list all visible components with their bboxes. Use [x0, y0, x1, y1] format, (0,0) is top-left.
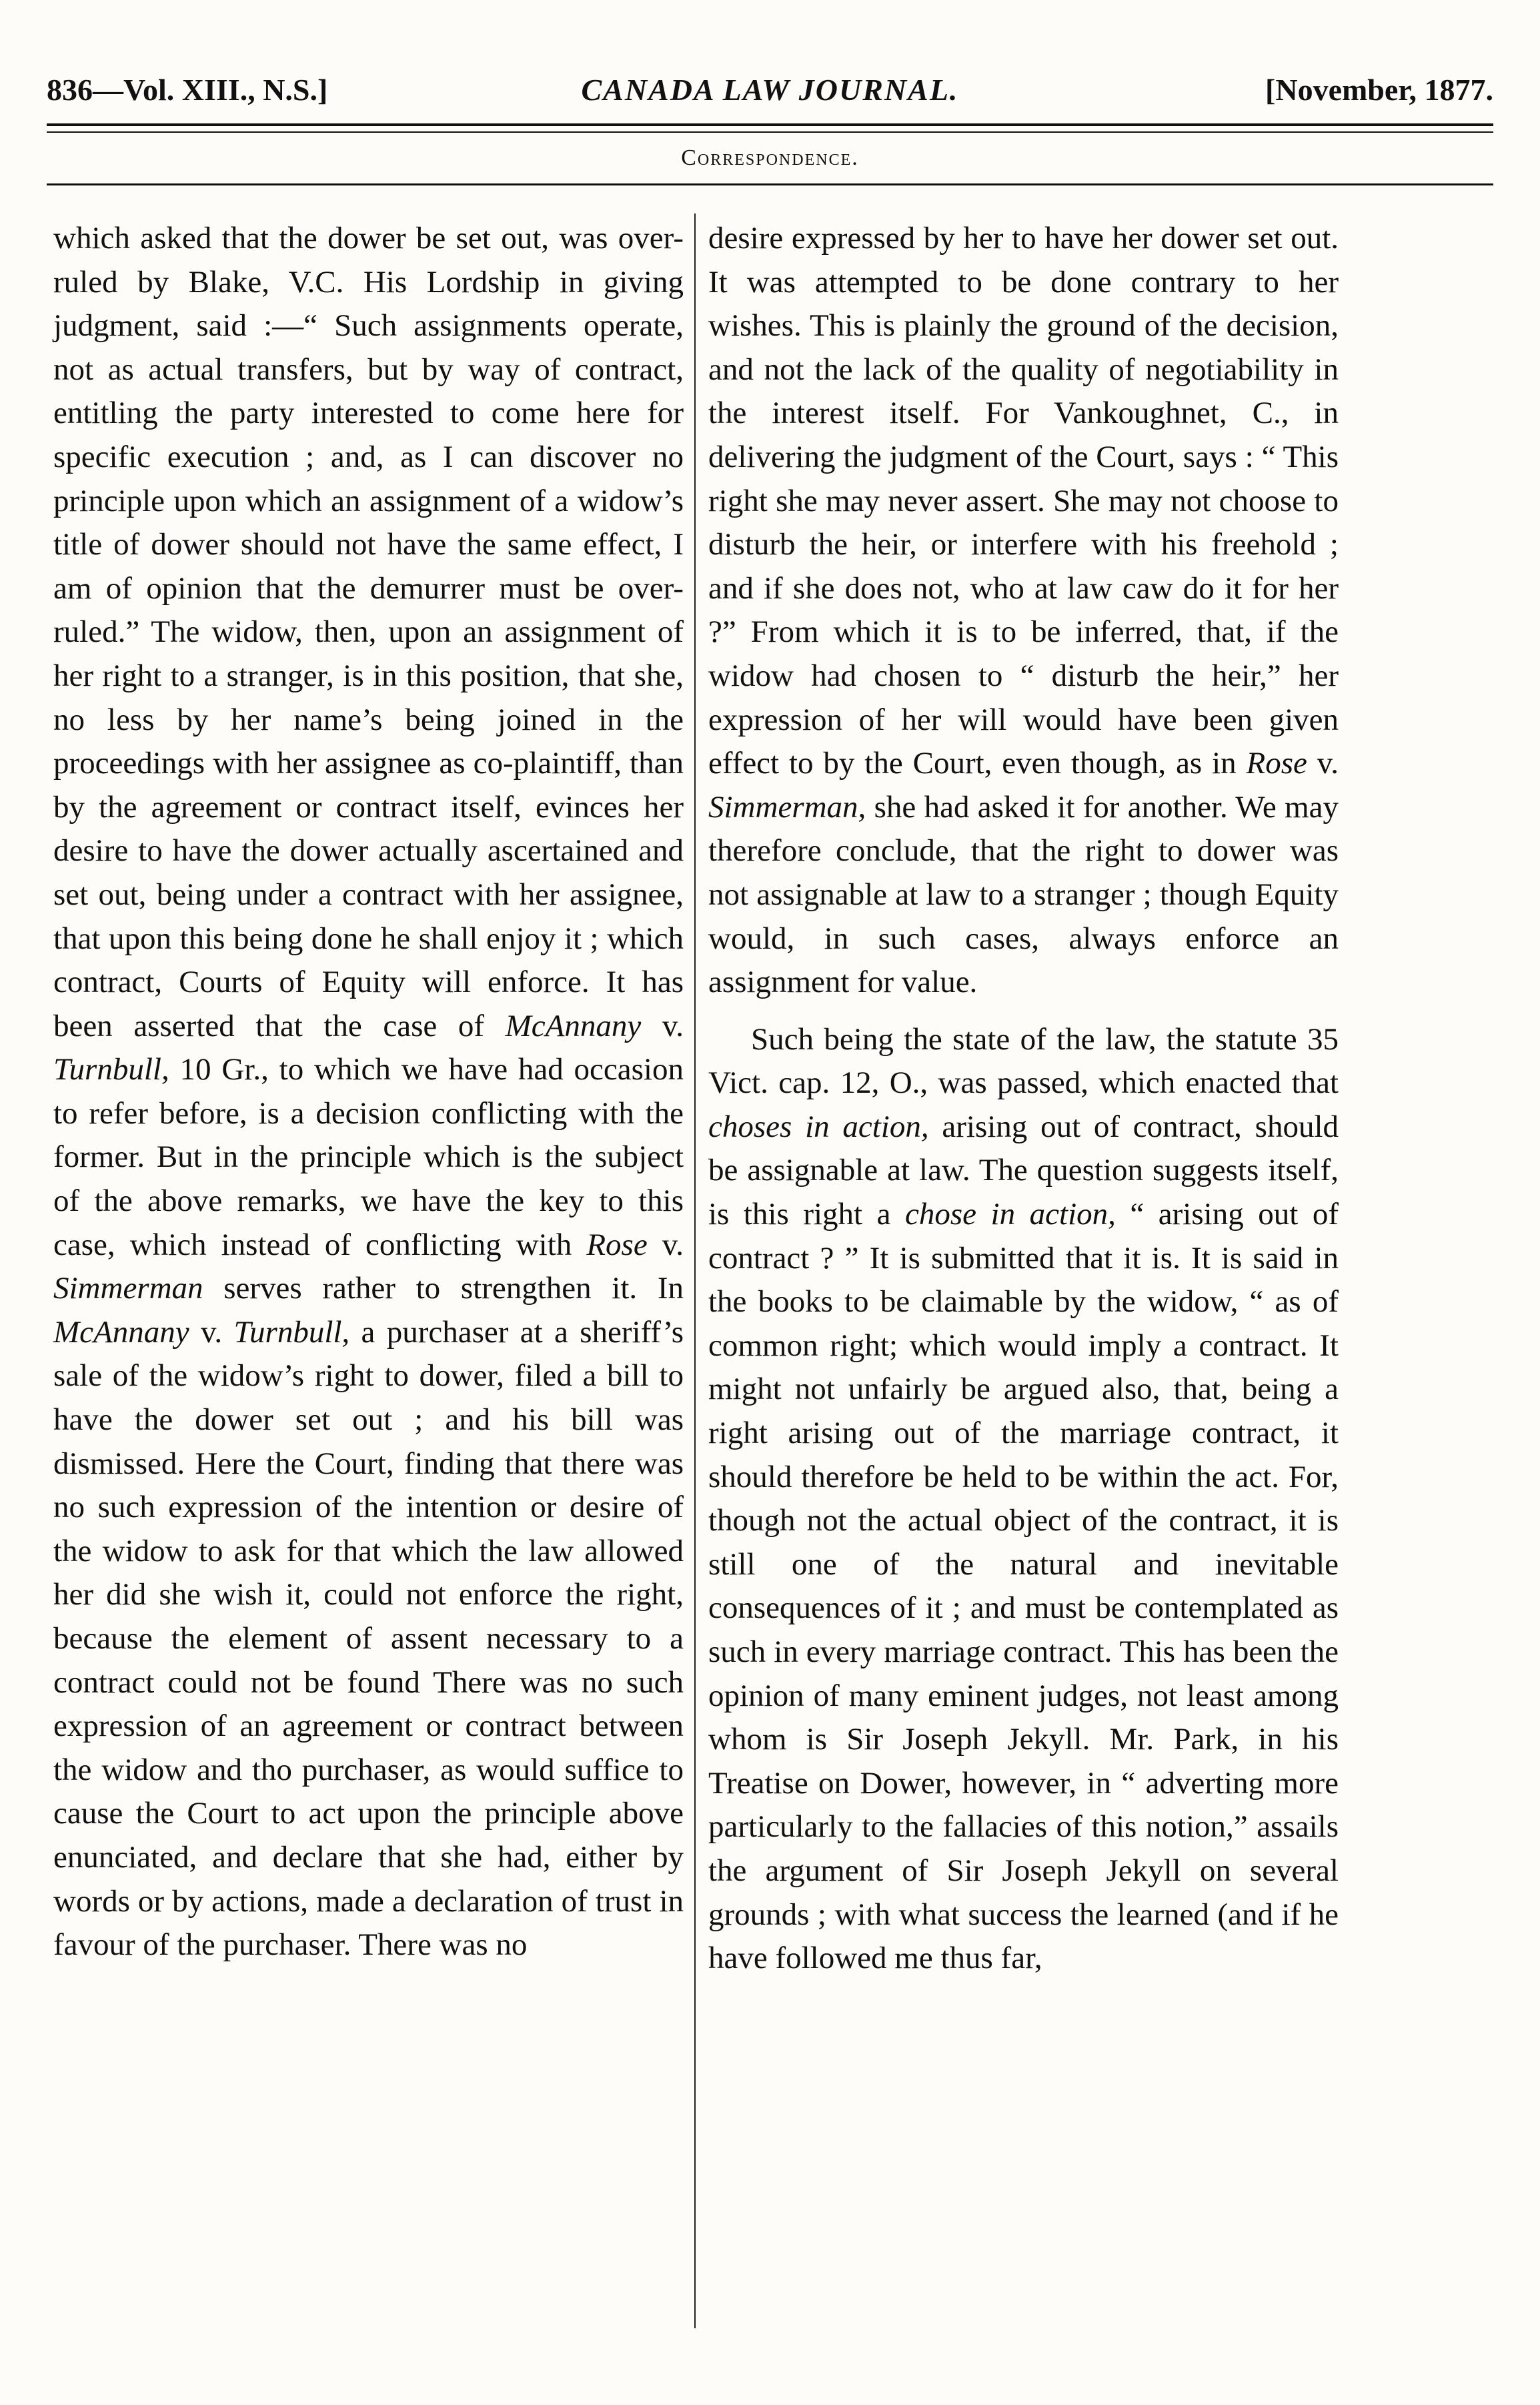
column-divider — [694, 213, 696, 2328]
case-name: Turnbull, — [233, 1314, 350, 1350]
left-paragraph — [53, 217, 684, 1967]
right-paragraph-1 — [708, 217, 1339, 1005]
text-run: which asked that the dower be set out, was over-ruled by Blake, V.C. His Lordship in giving judgment, said :—“ Such assignments operate, not as actual transfers, but by way of contract, entitling the party interested to come here for specific execution ; and, as I can discover no principle upon which an assignment of a widow’s title of dower should not have the same effect, I am of opinion that the demurrer must be over-ruled.” The widow, then, upon an assignment of her right to a stranger, is in this position, that she, no less by her name’s being joined in the proceedings with her assignee as co-plaintiff, than by the agreement or contract itself, evinces her desire to have the dower actually ascertained and set out, being under a contract with her assignee, that upon this being done he shall enjoy it ; which contract, Courts of Equity will enforce. It has been asserted that the case of — [53, 221, 684, 1043]
text-run: desire expressed by her to have her dower set out. It was attempted to be done contrary to her wishes. This is plainly the ground of the decision, and not the lack of the quality of negotiability in the interest itself. For Vankoughnet, C., in delivering the judgment of the Court, says : “ This right she may never assert. She may not choose to disturb the heir, or interfere with his freehold ; and if she does not, who at law caw do it for her ?” From which it is to be inferred, that, if the widow had chosen to “ disturb the heir,” her expression of her will would have been given effect to by the Court, even though, as in — [708, 221, 1339, 781]
text-run: arising out of contract, should be assignable at law. The question suggests itself, is this right a — [708, 1109, 1339, 1232]
case-name: McAnnany — [505, 1008, 642, 1043]
left-column — [53, 217, 684, 1967]
text-run: v. — [647, 1227, 684, 1262]
text-run: 10 Gr., to which we have had occasion to refer before, is a decision conflicting with the former. But in the principle which is the subject of the above remarks, we have the key to this case, which instead of conflicting with — [53, 1052, 684, 1262]
issue-date: [November, 1877. — [1265, 73, 1493, 107]
text-run: serves rather to strengthen it. In — [203, 1271, 684, 1306]
running-header — [47, 63, 1493, 117]
legal-term: choses in action, — [708, 1109, 929, 1144]
page-volume-label: 836—Vol. XIII., N.S.] — [47, 73, 328, 107]
legal-term: chose in action, — [905, 1197, 1116, 1232]
case-name: Simmerman, — [708, 789, 866, 825]
case-name: Turnbull, — [53, 1052, 169, 1087]
case-name: Simmerman — [53, 1271, 203, 1306]
case-name: Rose — [1246, 746, 1307, 781]
text-run: v. — [641, 1008, 684, 1043]
text-run: v. — [1307, 746, 1339, 781]
section-title: Correspondence. — [681, 145, 859, 170]
text-run: Such being the state of the law, the statute 35 Vict. cap. 12, O., was passed, which enacted that — [708, 1021, 1339, 1101]
text-run: a purchaser at a sheriff’s sale of the widow’s right to dower, filed a bill to have the dower set out ; and his bill was dismissed. Here the Court, finding that there was no such expression of the intention or desire of the widow to ask for that which the law allowed her did she wish it, could not enforce the right, because the element of assent necessary to a contract could not be found There was no such expression of an agreement or contract between the widow and tho purchaser, as would suffice to cause the Court to act upon the principle above enunciated, and declare that she had, either by words or by actions, made a declaration of trust in favour of the purchaser. There was no — [53, 1314, 684, 1963]
case-name: Rose — [586, 1227, 648, 1262]
text-run: “ arising out of contract ? ” It is submitted that it is. It is said in the books to be claimable by the widow, “ as of common right; which would imply a contract. It might not unfairly be argued also, that, being a right arising out of the marriage contract, it should therefore be held to be within the act. For, though not the actual object of the contract, it is still one of the natural and inevitable consequences of it ; and must be contemplated as such in every marriage contract. This has been the opinion of many eminent judges, not least among whom is Sir Joseph Jekyll. Mr. Park, in his Treatise on Dower, however, in “ adverting more particularly to the fallacies of this notion,” assails the argument of Sir Joseph Jekyll on several grounds ; with what success the learned (and if he have followed me thus far, — [708, 1197, 1339, 1976]
header-double-rule — [47, 123, 1493, 133]
text-run: v. — [189, 1314, 234, 1350]
text-run: she had asked it for another. We may therefore conclude, that the right to dower was not assignable at law to a stranger ; though Equity would, in such cases, always enforce an assignment for value. — [708, 789, 1339, 1000]
journal-title: CANADA LAW JOURNAL. — [581, 73, 959, 107]
section-rule — [47, 183, 1493, 185]
case-name: McAnnany — [53, 1314, 189, 1350]
right-column — [708, 217, 1339, 1981]
right-paragraph-2 — [708, 1018, 1339, 1981]
